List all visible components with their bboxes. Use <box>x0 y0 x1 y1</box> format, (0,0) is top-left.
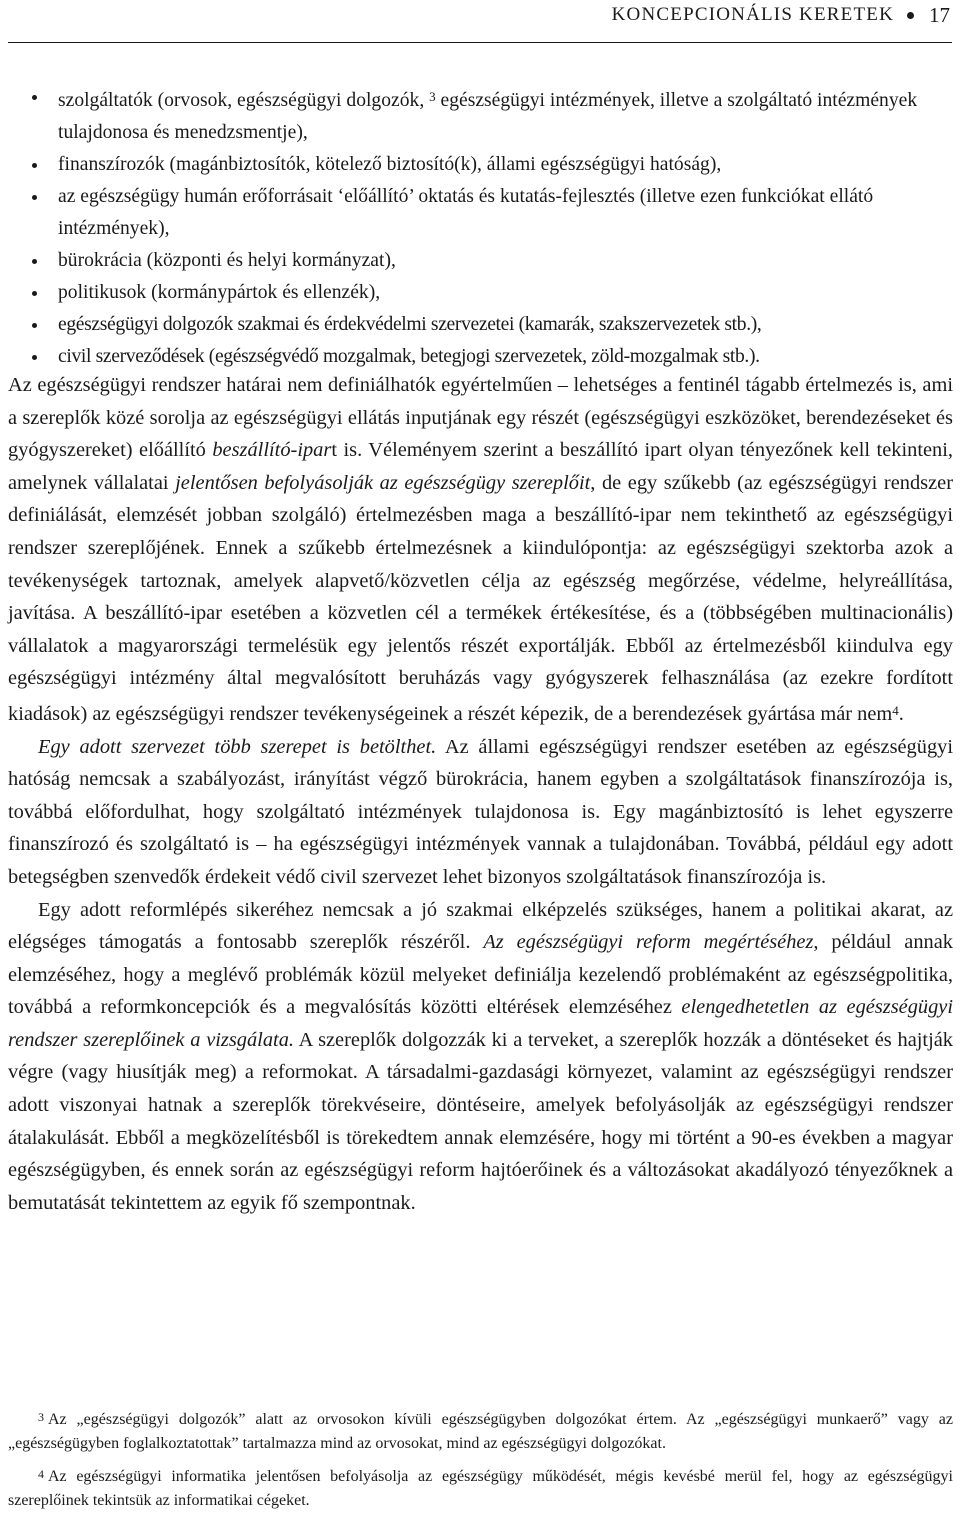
list-item-text: szolgáltatók (orvosok, egészségügyi dolgozók, <box>58 90 430 111</box>
running-header <box>8 0 952 44</box>
list-item-text: finanszírozók (magánbiztosítók, kötelező biztosító(k), állami egészségügyi hatóság), <box>58 154 722 175</box>
footnote-ref-4[interactable]: 4 <box>892 702 899 718</box>
emphasis: Az egészségügyi reform megértéséhez <box>483 931 814 954</box>
paragraph-multiple-roles: Egy adott szervezet több szerepet is betölthet. Az állami egészségügyi rendszer esetében az egészségügyi hatóság nemcsak a szabályozást, irányítást végző bürokrácia, hanem egyben a szolgáltatások finanszírozója is, továbbá előfordulhat, hogy szolgáltató intézmények tulajdonosa is. Egy magánbiztosító is lehet egyszerre finanszírozó és szolgáltató is – ha egészségügyi intézmények vannak a tulajdonában. Továbbá, például egy adott betegségben szenvedők érdekeit védő civil szervezet lehet bizonyos szolgáltatások finanszírozója is. <box>8 735 953 888</box>
list-item-text: az egészségügy humán erőforrásait ‘előállító’ oktatás és kutatás-fejlesztés (illetve ezen funkciókat ellátó intézmények), <box>58 186 874 239</box>
paragraph-boundaries: Az egészségügyi rendszer határai nem definiálhatók egyértelműen – lehetséges a fentinél tágabb értelmezés is, ami a szereplők közé sorolja az egészségügyi ellátás inputjának egy részét (egészségügyi eszközöket, berendezéseket és gyógyszereket) előállító beszállító-ipart is. Véleményem szerint a beszállító ipart olyan tényezőnek kell tekinteni, amelynek vállalatai jelentősen befolyásolják az egészségügy szereplőit, de egy szűkebb (az egészségügyi rendszer definiálását, elemzését jobban szolgáló) értelmezésben maga a beszállító-ipar nem tekinthető az egészségügyi rendszer szereplőjének. Ennek a szűkebb értelmezésnek a kiindulópontja: az egészségügyi szektorba azok a tevékenységek tartoznak, amelyek alapvető/közvetlen célja az egészség megőrzése, védelme, helyreállítása, javítása. A beszállító-ipar esetében a közvetlen cél a termékek értékesítése, és a (többségében multinacionális) vállalatok a magyarországi termelésük egy jelentős részét exportálják. Ebből az értelmezésből kiindulva egy egészségügyi intézmény által megvalósított beruházás vagy gyógyszerek felhasználása (az ezekre fordított kiadások) az egészségügyi rendszer tevékenységeinek a részét képezik, de a berendezések gyártása már nem$^4$. <box>8 374 953 725</box>
footnote-4 <box>8 1462 953 1513</box>
list-item <box>8 245 953 277</box>
list-item <box>8 181 953 245</box>
list-item <box>8 81 953 149</box>
footnote-number: 3 <box>38 1410 44 1424</box>
bullet-icon <box>32 355 37 360</box>
bullet-icon <box>32 259 37 264</box>
footnotes <box>8 1405 953 1519</box>
list-item-text: egészségügyi intézmények, illetve a szolgáltató intézmények tulajdonosa és menedzsmentje), <box>58 90 918 143</box>
stakeholder-list <box>8 81 953 373</box>
footnote-3 <box>8 1405 953 1456</box>
list-item-text: egészségügyi dolgozók szakmai és érdekvédelmi szervezetei (kamarák, szakszervezetek stb.), <box>58 314 762 335</box>
footnote-number: 4 <box>38 1467 44 1481</box>
list-item-text: bürokrácia (központi és helyi kormányzat), <box>58 250 396 271</box>
footnote-text: Az „egészségügyi dolgozók” alatt az orvosokon kívüli egészségügyben dolgozókat értem. Az „egészségügyi munkaerő” vagy az „egészségügyben foglalkoztatottak” tartalmazza mind az orvosokat, mind az egészségügyi dolgozókat. <box>8 1411 953 1452</box>
bullet-icon <box>32 195 37 200</box>
bullet-icon <box>32 163 37 168</box>
footnote-ref-3[interactable]: 3 <box>429 89 436 104</box>
page-number: 17 <box>929 3 950 27</box>
bullet-icon <box>32 323 37 328</box>
body-text <box>8 369 953 1219</box>
emphasis: elengedhetetlen az egészségügyi rendszer szereplőinek a vizsgálata. <box>8 996 954 1051</box>
footnote-text: Az egészségügyi informatika jelentősen befolyásolja az egészségügy működését, mégis kevésbé merül fel, hogy az egészségügyi szereplőinek tekintsük az informatikai cégeket. <box>8 1468 953 1509</box>
paragraph-reform-actors: Egy adott reformlépés sikeréhez nemcsak a jó szakmai elképzelés szükséges, hanem a politikai akarat, az elégséges támogatás a fontosabb szereplők részéről. Az egészségügyi reform megértéséhez, például annak elemzéséhez, hogy a meglévő problémák közül melyeket definiálja kezelendő problémaként az egészségpolitika, továbbá a reformkoncepciók és a megvalósítás közötti eltérések elemzéséhez elengedhetetlen az egészségügyi rendszer szereplőinek a vizsgálata. A szereplők dolgozzák ki a terveket, a szereplők hozzák a döntéseket és hajtják végre (vagy hiusítják meg) a reformokat. A társadalmi-gazdasági környezet, valamint az egészségügyi rendszer adott viszonyai hatnak a szereplők törekvéseire, döntéseire, amelyek befolyásolják az egészségügyi rendszer átalakulását. Ebből a megközelítésből is törekedtem annak elemzésére, hogy mi történt a 90-es években a magyar egészségügyben, és ennek során az egészségügyi reform hajtóerőinek és a változásokat akadályozó tényezőknek a bemutatását tekintettem az egyik fő szempontnak. <box>8 898 954 1214</box>
emphasis: Egy adott szervezet több szerepet is betölthet. <box>38 735 437 758</box>
emphasis: beszállító-ipar <box>212 439 332 462</box>
bullet-icon <box>32 95 37 100</box>
bullet-separator-icon <box>907 12 914 19</box>
list-item <box>8 277 953 309</box>
bullet-icon <box>32 291 37 296</box>
list-item-text: civil szerveződések (egészségvédő mozgalmak, betegjogi szervezetek, zöld-mozgalmak stb.). <box>58 346 760 367</box>
list-item <box>8 149 953 181</box>
list-item-text: politikusok (kormánypártok és ellenzék), <box>58 282 381 303</box>
running-title: KONCEPCIONÁLIS KERETEK <box>611 4 894 25</box>
header-rule <box>8 42 952 43</box>
list-item <box>8 309 953 341</box>
emphasis: jelentősen befolyásolják az egészségügy szereplőit <box>175 471 591 494</box>
